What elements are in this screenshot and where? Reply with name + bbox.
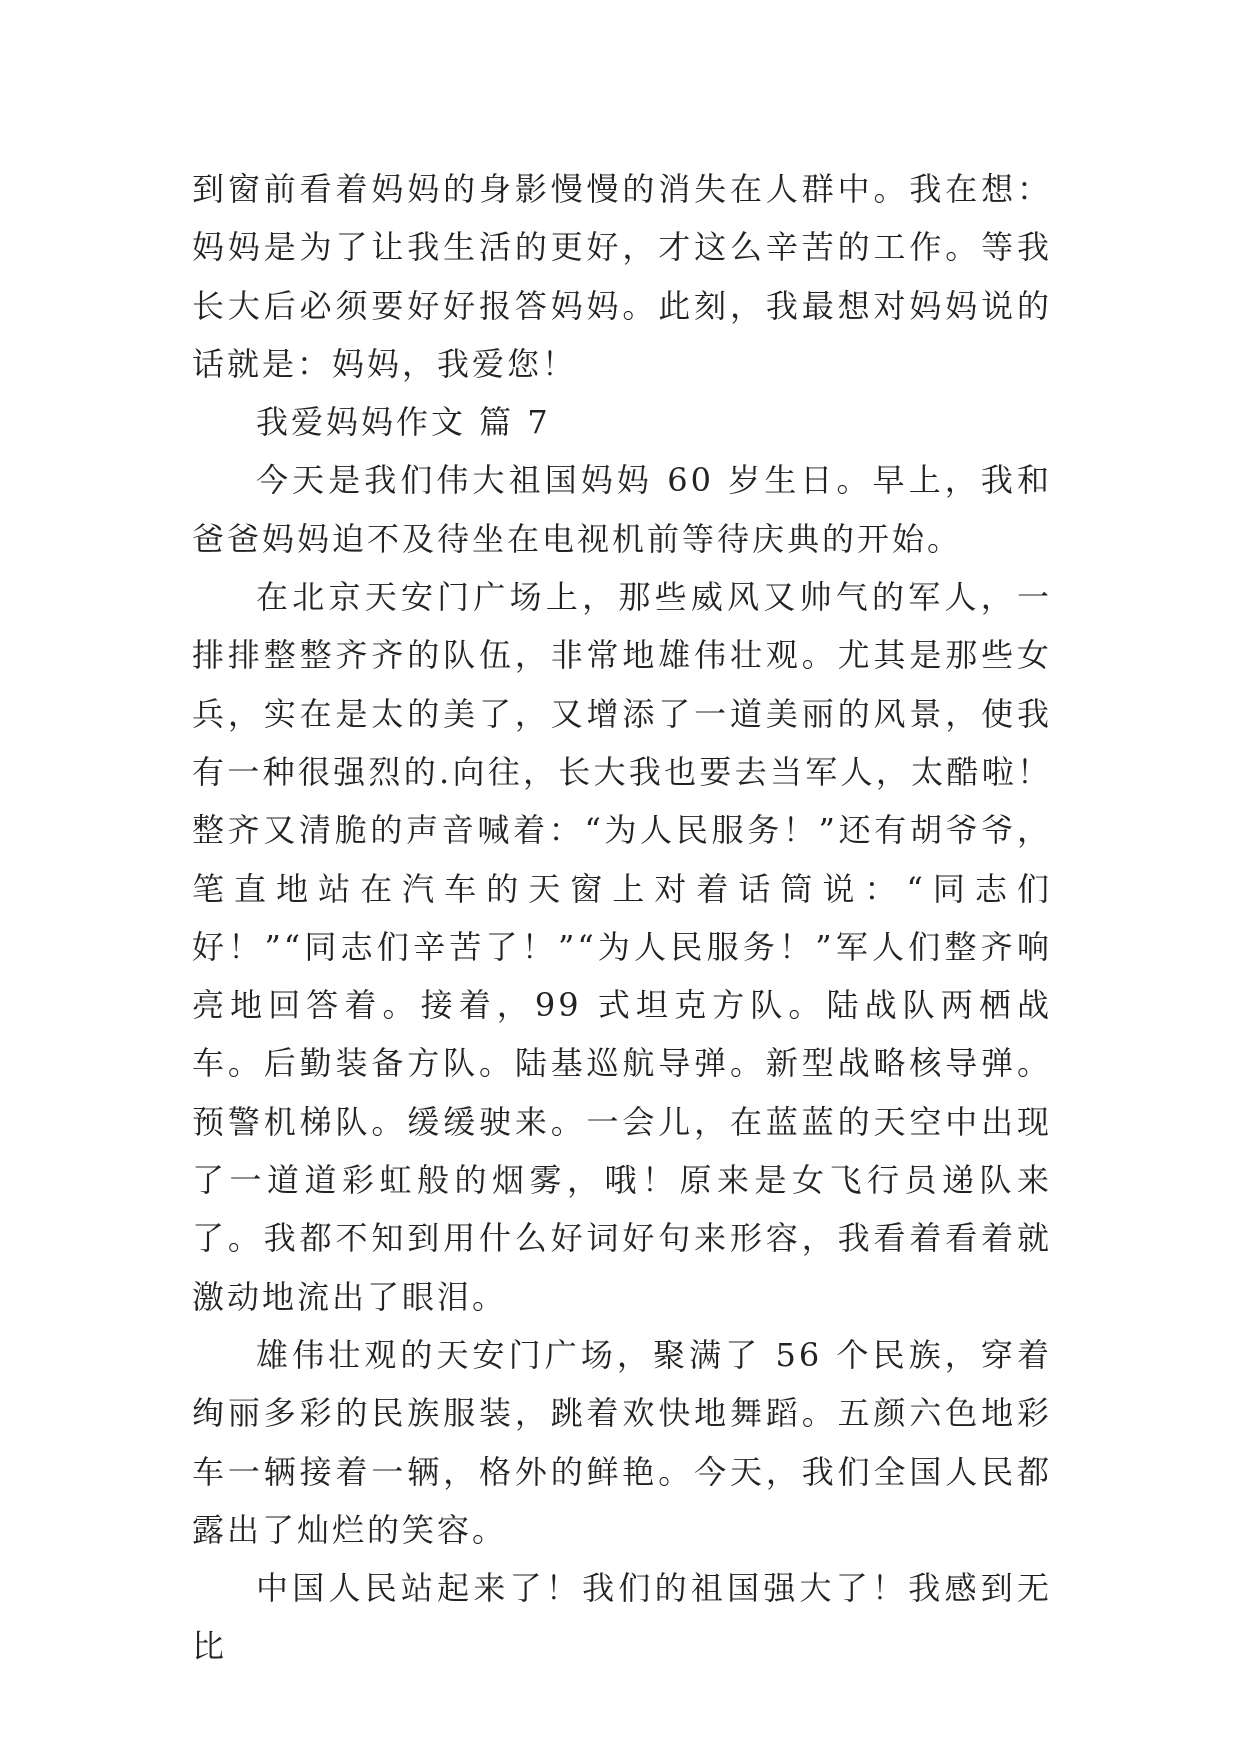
paragraph-continuation: 到窗前看着妈妈的身影慢慢的消失在人群中。我在想：妈妈是为了让我生活的更好，才这么辛苦的工作。等我长大后必须要好好报答妈妈。此刻，我最想对妈妈说的话就是：妈妈，我爱您！ (192, 170, 1052, 383)
text-column (192, 160, 1052, 1676)
essay-heading: 我爱妈妈作文 篇 7 (256, 403, 551, 442)
paragraph-closing: 中国人民站起来了！我们的祖国强大了！我感到无比 (192, 1569, 1052, 1666)
paragraph-ethnic-groups: 雄伟壮观的天安门广场，聚满了 56 个民族，穿着绚丽多彩的民族服装，跳着欢快地舞蹈。五颜六色地彩车一辆接着一辆，格外的鲜艳。今天，我们全国人民都露出了灿烂的笑容。 (192, 1335, 1052, 1549)
paragraph-birthday: 今天是我们伟大祖国妈妈 60 岁生日。早上，我和爸爸妈妈迫不及待坐在电视机前等待庆典的开始。 (192, 461, 1052, 558)
paragraph-parade: 在北京天安门广场上，那些威风又帅气的军人，一排排整整齐齐的队伍，非常地雄伟壮观。尤其是那些女兵，实在是太的美了，又增添了一道美丽的风景，使我有一种很强烈的.向往，长大我也要去当军人，太酷啦！整齐又清脆的声音喊着：“为人民服务！”还有胡爷爷，笔直地站在汽车的天窗上对着话筒说：“同志们好！”“同志们辛苦了！”“为人民服务！”军人们整齐响亮地回答着。接着，99 式坦克方队。陆战队两栖战车。后勤装备方队。陆基巡航导弹。新型战略核导弹。预警机梯队。缓缓驶来。一会儿，在蓝蓝的天空中出现了一道道彩虹般的烟雾，哦！原来是女飞行员递队来了。我都不知到用什么好词好句来形容，我看着看着就激动地流出了眼泪。 (192, 578, 1052, 1316)
